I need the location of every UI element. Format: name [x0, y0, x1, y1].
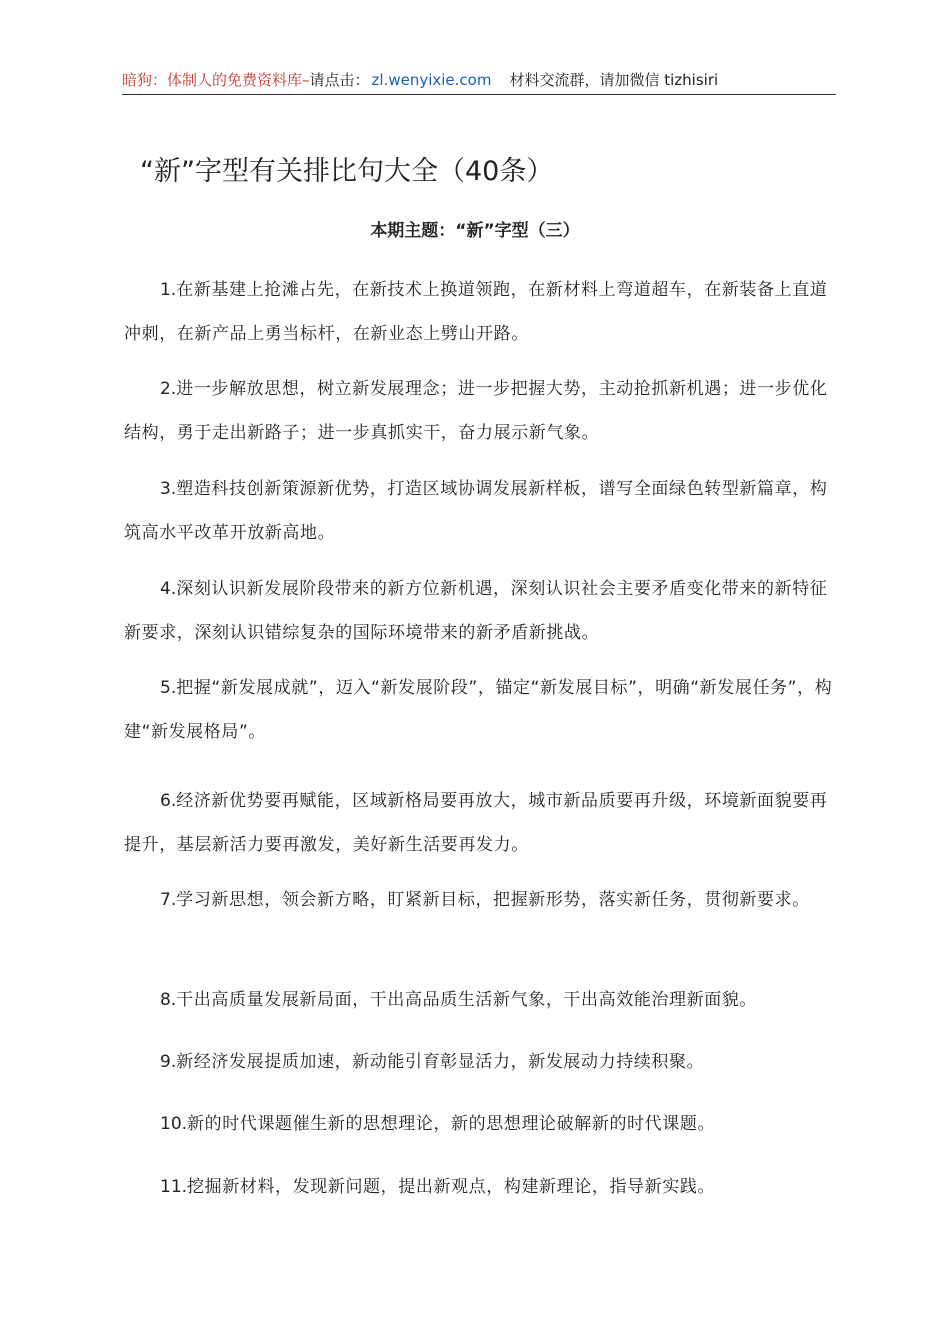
item-text: 深刻认识新发展阶段带来的新方位新机遇，深刻认识社会主要矛盾变化带来的新特征新要求，深刻认识错综复杂的国际环境带来的新矛盾新挑战。 — [124, 579, 828, 643]
item-number: 2. — [160, 379, 177, 399]
list-item — [124, 666, 840, 754]
item-text: 塑造科技创新策源新优势，打造区域协调发展新样板，谱写全面绿色转型新篇章，构筑高水平改革开放新高地。 — [124, 479, 828, 543]
header-separator: – — [302, 71, 310, 89]
page-header — [122, 68, 836, 92]
list-item — [124, 779, 840, 867]
item-number: 5. — [160, 678, 177, 698]
header-brand: 暗狗：体制人的免费资料库 — [122, 71, 303, 89]
item-text: 学习新思想，领会新方略，盯紧新目标，把握新形势，落实新任务，贯彻新要求。 — [176, 890, 810, 910]
item-text: 把握“新发展成就”，迈入“新发展阶段”，锚定“新发展目标”，明确“新发展任务”，构建“新发展格局”。 — [124, 678, 833, 742]
header-link[interactable]: zl.wenyixie.com — [371, 71, 492, 89]
list-item — [124, 1165, 840, 1209]
item-number: 8. — [160, 990, 177, 1010]
list-item — [124, 878, 840, 922]
header-cta: 请点击： — [309, 71, 370, 89]
item-text: 经济新优势要再赋能，区域新格局要再放大，城市新品质要再升级，环境新面貌要再提升，基层新活力要再激发，美好新生活要再发力。 — [124, 791, 828, 855]
item-text: 在新基建上抢滩占先，在新技术上换道领跑，在新材料上弯道超车，在新装备上直道冲刺，在新产品上勇当标杆，在新业态上劈山开路。 — [124, 280, 828, 344]
page-title: “新”字型有关排比句大全（40条） — [140, 156, 554, 187]
item-number: 11. — [160, 1177, 188, 1197]
page-subtitle: 本期主题：“新”字型（三） — [370, 221, 580, 241]
list-item — [124, 367, 840, 455]
list-item — [124, 467, 840, 555]
list-item — [124, 268, 840, 356]
list-item — [124, 1040, 840, 1084]
list-item — [124, 978, 840, 1022]
item-text: 新经济发展提质加速，新动能引育彰显活力，新发展动力持续积聚。 — [176, 1052, 705, 1072]
item-number: 7. — [160, 890, 177, 910]
header-group-info: 材料交流群，请加微信 tizhisiri — [509, 71, 719, 89]
item-number: 3. — [160, 479, 177, 499]
item-number: 4. — [160, 579, 177, 599]
list-item — [124, 567, 840, 655]
header-divider — [122, 94, 836, 95]
item-text: 干出高质量发展新局面，干出高品质生活新气象，干出高效能治理新面貌。 — [176, 990, 758, 1010]
item-text: 进一步解放思想，树立新发展理念；进一步把握大势，主动抢抓新机遇；进一步优化结构，勇于走出新路子；进一步真抓实干，奋力展示新气象。 — [124, 379, 828, 443]
item-text: 新的时代课题催生新的思想理论，新的思想理论破解新的时代课题。 — [187, 1114, 716, 1134]
item-number: 10. — [160, 1114, 188, 1134]
list-item — [124, 1102, 840, 1146]
item-number: 6. — [160, 791, 177, 811]
item-text: 挖掘新材料，发现新问题，提出新观点，构建新理论，指导新实践。 — [187, 1177, 716, 1197]
item-number: 9. — [160, 1052, 177, 1072]
item-number: 1. — [160, 280, 177, 300]
